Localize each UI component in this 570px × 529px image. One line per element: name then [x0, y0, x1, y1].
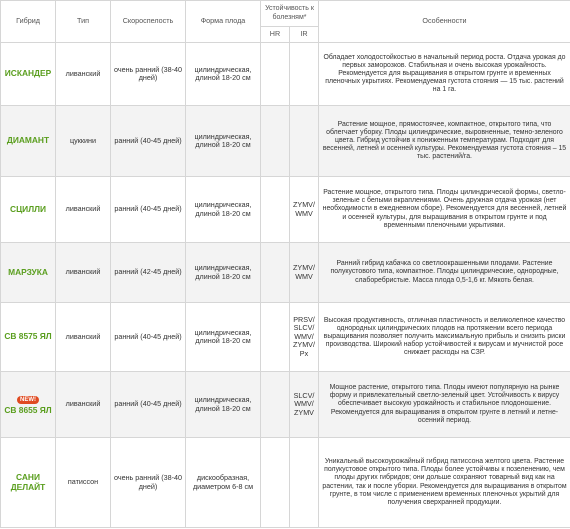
header-hr: HR: [261, 27, 290, 43]
ir-cell: PRSV/ SLCV/ WMV/ ZYMV/ Px: [290, 303, 319, 372]
fruit-shape-cell: цилиндрическая, длиной 18-20 см: [186, 43, 261, 106]
table-row: [1, 243, 570, 303]
hybrid-name: ДИАМАНТ: [6, 135, 50, 146]
hr-cell: [261, 438, 290, 528]
header-hybrid: Гибрид: [1, 1, 56, 43]
features-cell: Мощное растение, открытого типа. Плоды имеют популярную на рынке форму и привлекательный светло-зеленый цвет. Устойчивость к вирусу обеспечивает высокую урожайность и стабильное плодоношение. Рекомендуется для выращивания в открытом грунте в летний и летне-осенний период.: [319, 372, 570, 438]
fruit-shape-cell: цилиндрическая, длиной 18-20 см: [186, 177, 261, 243]
table-row: [1, 106, 570, 177]
ir-cell: SLCV/ WMV/ ZYMV: [290, 372, 319, 438]
maturity-cell: ранний (40-45 дней): [111, 106, 186, 177]
ir-cell: [290, 106, 319, 177]
ir-cell: ZYMV/ WMV: [290, 243, 319, 303]
features-cell: Растение мощное, открытого типа. Плоды цилиндрической формы, светло-зеленые с белыми вкраплениями. Очень дружная отдача урожая (нет необходимости в ежедневном сборе). Рекомендуется для весенней, летней и осенней культуры, для выращивания в открытом грунте и под временными пленочными укрытиями.: [319, 177, 570, 243]
type-cell: ливанский: [56, 177, 111, 243]
fruit-shape-cell: цилиндрическая, длиной 18-20 см: [186, 372, 261, 438]
hr-cell: [261, 177, 290, 243]
ir-cell: [290, 43, 319, 106]
hr-cell: [261, 372, 290, 438]
new-badge: NEW!: [17, 396, 39, 404]
table-row: [1, 303, 570, 372]
hybrid-name: СЦИЛЛИ: [10, 203, 46, 214]
hybrid-name-cell: [1, 106, 56, 177]
hybrid-name-cell: [1, 303, 56, 372]
maturity-cell: очень ранний (38-40 дней): [111, 43, 186, 106]
table-row: [1, 177, 570, 243]
header-resistance: Устойчивость к болезням*: [261, 1, 319, 27]
hybrid-name: МАРЗУКА: [8, 266, 48, 277]
hr-cell: [261, 43, 290, 106]
table-row: [1, 438, 570, 528]
header-ir: IR: [290, 27, 319, 43]
type-cell: патиссон: [56, 438, 111, 528]
hr-cell: [261, 303, 290, 372]
fruit-shape-cell: дискообразная, диаметром 6-8 см: [186, 438, 261, 528]
fruit-shape-cell: цилиндрическая, длиной 18-20 см: [186, 243, 261, 303]
hr-cell: [261, 106, 290, 177]
maturity-cell: ранний (40-45 дней): [111, 177, 186, 243]
hybrid-name: САНИ ДЕЛАЙТ: [10, 471, 46, 492]
maturity-cell: очень ранний (38-40 дней): [111, 438, 186, 528]
header-fruit-shape: Форма плода: [186, 1, 261, 43]
type-cell: ливанский: [56, 43, 111, 106]
maturity-cell: ранний (42-45 дней): [111, 243, 186, 303]
features-cell: Растение мощное, прямостоячее, компактное, открытого типа, что облегчает уборку. Плоды цилиндрические, выровненные, темно-зеленого цвета. Гибрид устойчив к пониженным температурам. Подходит для весенней, летней и осенней культуры. Рекомендуемая густота стояния – 15 тыс. растений/га.: [319, 106, 570, 177]
type-cell: ливанский: [56, 303, 111, 372]
features-cell: Уникальный высокоурожайный гибрид патиссона желтого цвета. Растение полукустовое открытого типа. Плоды более устойчивы к позеленению, чем плоды других гибридов; они дольше сохраняют товарный вид как на растении, так и после уборки. Рекомендуется для выращивания в открытом грунте, в том числе с применением временных пленочных укрытий для получения сверхранней продукции.: [319, 438, 570, 528]
table-row: [1, 372, 570, 438]
features-cell: Обладает холодостойкостью в начальный период роста. Отдача урожая до первых заморозков. Стабильная и очень высокая урожайность. Рекомендуется для выращивания в открытом грунте и временных пленочных укрытиях. Рекомендуемая густота стояния — 15 тыс. растений на 1 га.: [319, 43, 570, 106]
fruit-shape-cell: цилиндрическая, длиной 18-20 см: [186, 106, 261, 177]
type-cell: ливанский: [56, 243, 111, 303]
features-cell: Высокая продуктивность, отличная пластичность и великолепное качество однородных цилиндрических плодов на протяжении всего периода выращивания позволяет получить максимальную прибыль и снизить риски производства. Широкий набор устойчивостей к вирусам и мучнистой росе снижает расходы на СЗР.: [319, 303, 570, 372]
hybrid-name-cell: [1, 372, 56, 438]
ir-cell: [290, 438, 319, 528]
hybrid-name-cell: [1, 177, 56, 243]
hybrid-name-cell: [1, 243, 56, 303]
ir-cell: ZYMV/ WMV: [290, 177, 319, 243]
header-features: Особенности: [319, 1, 570, 43]
hybrid-name: СВ 8575 ЯЛ: [4, 331, 52, 342]
hybrid-name-cell: [1, 438, 56, 528]
fruit-shape-cell: цилиндрическая, длиной 18-20 см: [186, 303, 261, 372]
features-cell: Ранний гибрид кабачка со светлоокрашенными плодами. Растение полукустового типа, компактное. Плоды цилиндрические, однородные, слаборебристые. Масса плода 0,5-1,6 кг. Мякоть белая.: [319, 243, 570, 303]
header-maturity: Скороспелость: [111, 1, 186, 43]
type-cell: цуккини: [56, 106, 111, 177]
hybrid-name: СВ 8655 ЯЛ: [4, 404, 52, 415]
type-cell: ливанский: [56, 372, 111, 438]
table-row: [1, 43, 570, 106]
maturity-cell: ранний (40-45 дней): [111, 372, 186, 438]
hybrid-name: ИСКАНДЕР: [4, 68, 52, 79]
header-type: Тип: [56, 1, 111, 43]
maturity-cell: ранний (40-45 дней): [111, 303, 186, 372]
hr-cell: [261, 243, 290, 303]
hybrid-name-cell: [1, 43, 56, 106]
